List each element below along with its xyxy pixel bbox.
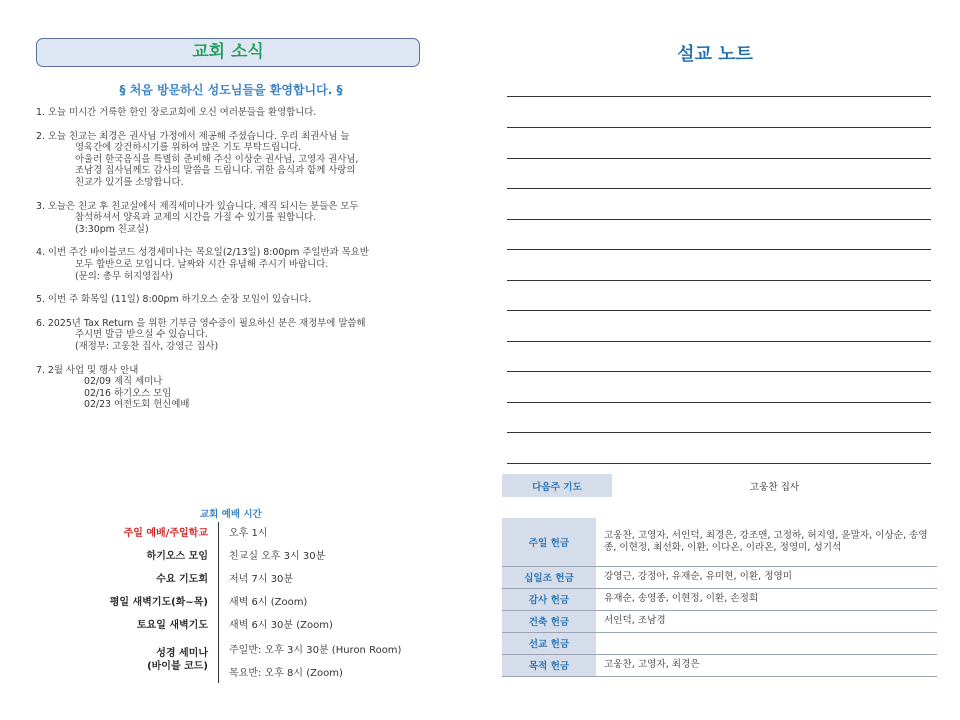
offering-row [502,518,937,566]
offering-value: 서인덕, 조남경 [596,610,937,632]
offering-label: 선교 헌금 [502,632,596,654]
news-item-line: 7. 2월 사업 및 행사 안내 [36,364,139,376]
news-item-line: 영육간에 강건하시기를 위하여 많은 기도 부탁드립니다. [75,142,302,154]
offering-row [502,654,937,676]
offering-row [502,588,937,610]
prayer-label: 다음주 기도 [502,474,612,497]
news-item-line: 조남경 집사님께도 감사의 말씀을 드립니다. 귀한 음식과 함께 사랑의 [75,165,356,177]
offering-value: 고웅찬, 고영자, 서인덕, 최경은, 강조앤, 고정하, 허지영, 윤말자, 이상순, 송영종, 이현정, 최선화, 이환, 이다온, 이라온, 정영미, 성기석 [596,518,937,566]
offering-table [502,518,937,677]
worship-label: 토요일 새벽기도 [136,620,208,631]
worship-title: 교회 예배 시간 [200,509,262,520]
note-line [507,280,931,281]
sermon-section [506,40,932,66]
news-section [36,38,426,423]
worship-value: 새벽 6시 (Zoom) [218,591,307,614]
offering-value: 강영근, 강정아, 유재순, 유미현, 이환, 정영미 [596,566,937,588]
note-line [507,463,931,464]
offering-label: 십일조 헌금 [502,566,596,588]
offering-value: 유재순, 송영종, 이현정, 이환, 손정희 [596,588,937,610]
sermon-title: 설교 노트 [677,44,753,65]
news-item-line: 1. 오늘 미시간 거룩한 한인 장로교회에 오신 여러분들을 환영합니다. [36,107,317,118]
note-line [507,432,931,433]
worship-row [96,614,401,637]
note-line [507,371,931,372]
event-item: 02/09 제직 세미나 [84,376,163,388]
event-item: 02/23 여전도회 헌신예배 [84,399,190,411]
news-item-line: (재정부: 고웅찬 집사, 강영근 집사) [75,340,219,352]
note-line [507,127,931,128]
news-item-line: 친교가 있기를 소망합니다. [75,176,184,188]
prayer-row [502,474,937,497]
worship-label: 수요 기도회 [156,574,208,585]
news-item-line: 2. 오늘 친교는 최경은 권사님 가정에서 제공해 주셨습니다. 우리 최권사님 늘 [36,130,350,142]
news-item-line: 주시면 발급 받으실 수 있습니다. [75,329,208,341]
note-line [507,158,931,159]
prayer-value: 고웅찬 집사 [749,481,800,493]
note-line [507,249,931,250]
news-item [36,247,426,282]
note-line [507,96,931,97]
offering-label: 건축 헌금 [502,610,596,632]
news-item-line: (문의: 총무 허지영집사) [75,270,173,282]
worship-value: 오후 1시 [218,522,268,545]
news-item-line: 5. 이번 주 화목일 (11일) 8:00pm 하기오스 순장 모임이 있습니다. [36,294,312,306]
news-item-line: 4. 이번 주간 바이블코드 성경세미나는 목요일(2/13일) 8:00pm 주일반과 목요반 [36,247,369,259]
worship-row [96,637,401,683]
note-line [507,219,931,220]
worship-label: 주일 예배/주일학교 [123,528,208,539]
note-line [507,341,931,342]
note-line [507,188,931,189]
worship-label: 하기오스 모임 [146,551,208,562]
offering-value: 고웅찬, 고영자, 최경은 [596,654,937,676]
seminar-value: 목요반: 오후 8시 (Zoom) [229,668,343,679]
offering-value [596,632,937,654]
worship-row [96,568,401,591]
note-line [507,402,931,403]
worship-row [96,591,401,614]
offering-row [502,566,937,588]
news-item [36,131,426,189]
news-item-line: 아울러 한국음식을 특별히 준비해 주신 이상순 권사님, 고영자 권사님, [75,153,359,165]
worship-value: 저녁 7시 30분 [218,568,293,591]
news-item-line: 3. 오늘은 친교 후 친교실에서 제직세미나가 있습니다. 제직 되시는 분들은 모두 [36,200,359,212]
worship-label: 평일 새벽기도(화~목) [109,597,208,608]
news-items [36,107,426,411]
worship-row [96,522,401,545]
news-item-line: 참석하셔서 양육과 교제의 시간을 가질 수 있기를 원합니다. [75,212,317,224]
news-item-line: (3:30pm 친교실) [75,223,149,235]
seminar-value: 주일반: 오후 3시 30분 (Huron Room) [229,645,402,656]
news-item [36,294,426,306]
news-title: 교회 소식 [36,38,420,67]
offering-label: 목적 헌금 [502,654,596,676]
news-item [36,318,426,353]
event-item: 02/16 하기오스 모임 [84,387,172,399]
welcome-message: § 처음 방문하신 성도님들을 환영합니다. § [119,83,343,97]
worship-schedule [96,522,401,683]
worship-row [96,545,401,568]
worship-value: 새벽 6시 30분 (Zoom) [218,614,333,637]
news-item-line: 모두 합반으로 모입니다. 날짜와 시간 유념해 주시기 바랍니다. [75,258,329,270]
worship-value: 친교실 오후 3시 30분 [218,545,325,568]
offering-row [502,610,937,632]
news-item-line: 6. 2025년 Tax Return 을 위한 기부금 영수증이 필요하신 분은 재정부에 말씀해 [36,317,366,329]
news-item [36,201,426,236]
note-line [507,310,931,311]
offering-label: 주일 헌금 [502,518,596,566]
offering-row [502,632,937,654]
news-item [36,107,426,119]
seminar-label-line: 성경 세미나 [156,648,208,659]
seminar-label-line: (바이블 코드) [147,661,208,672]
worship-value [218,637,401,683]
news-item [36,365,426,411]
offering-label: 감사 헌금 [502,588,596,610]
worship-label [96,647,218,673]
